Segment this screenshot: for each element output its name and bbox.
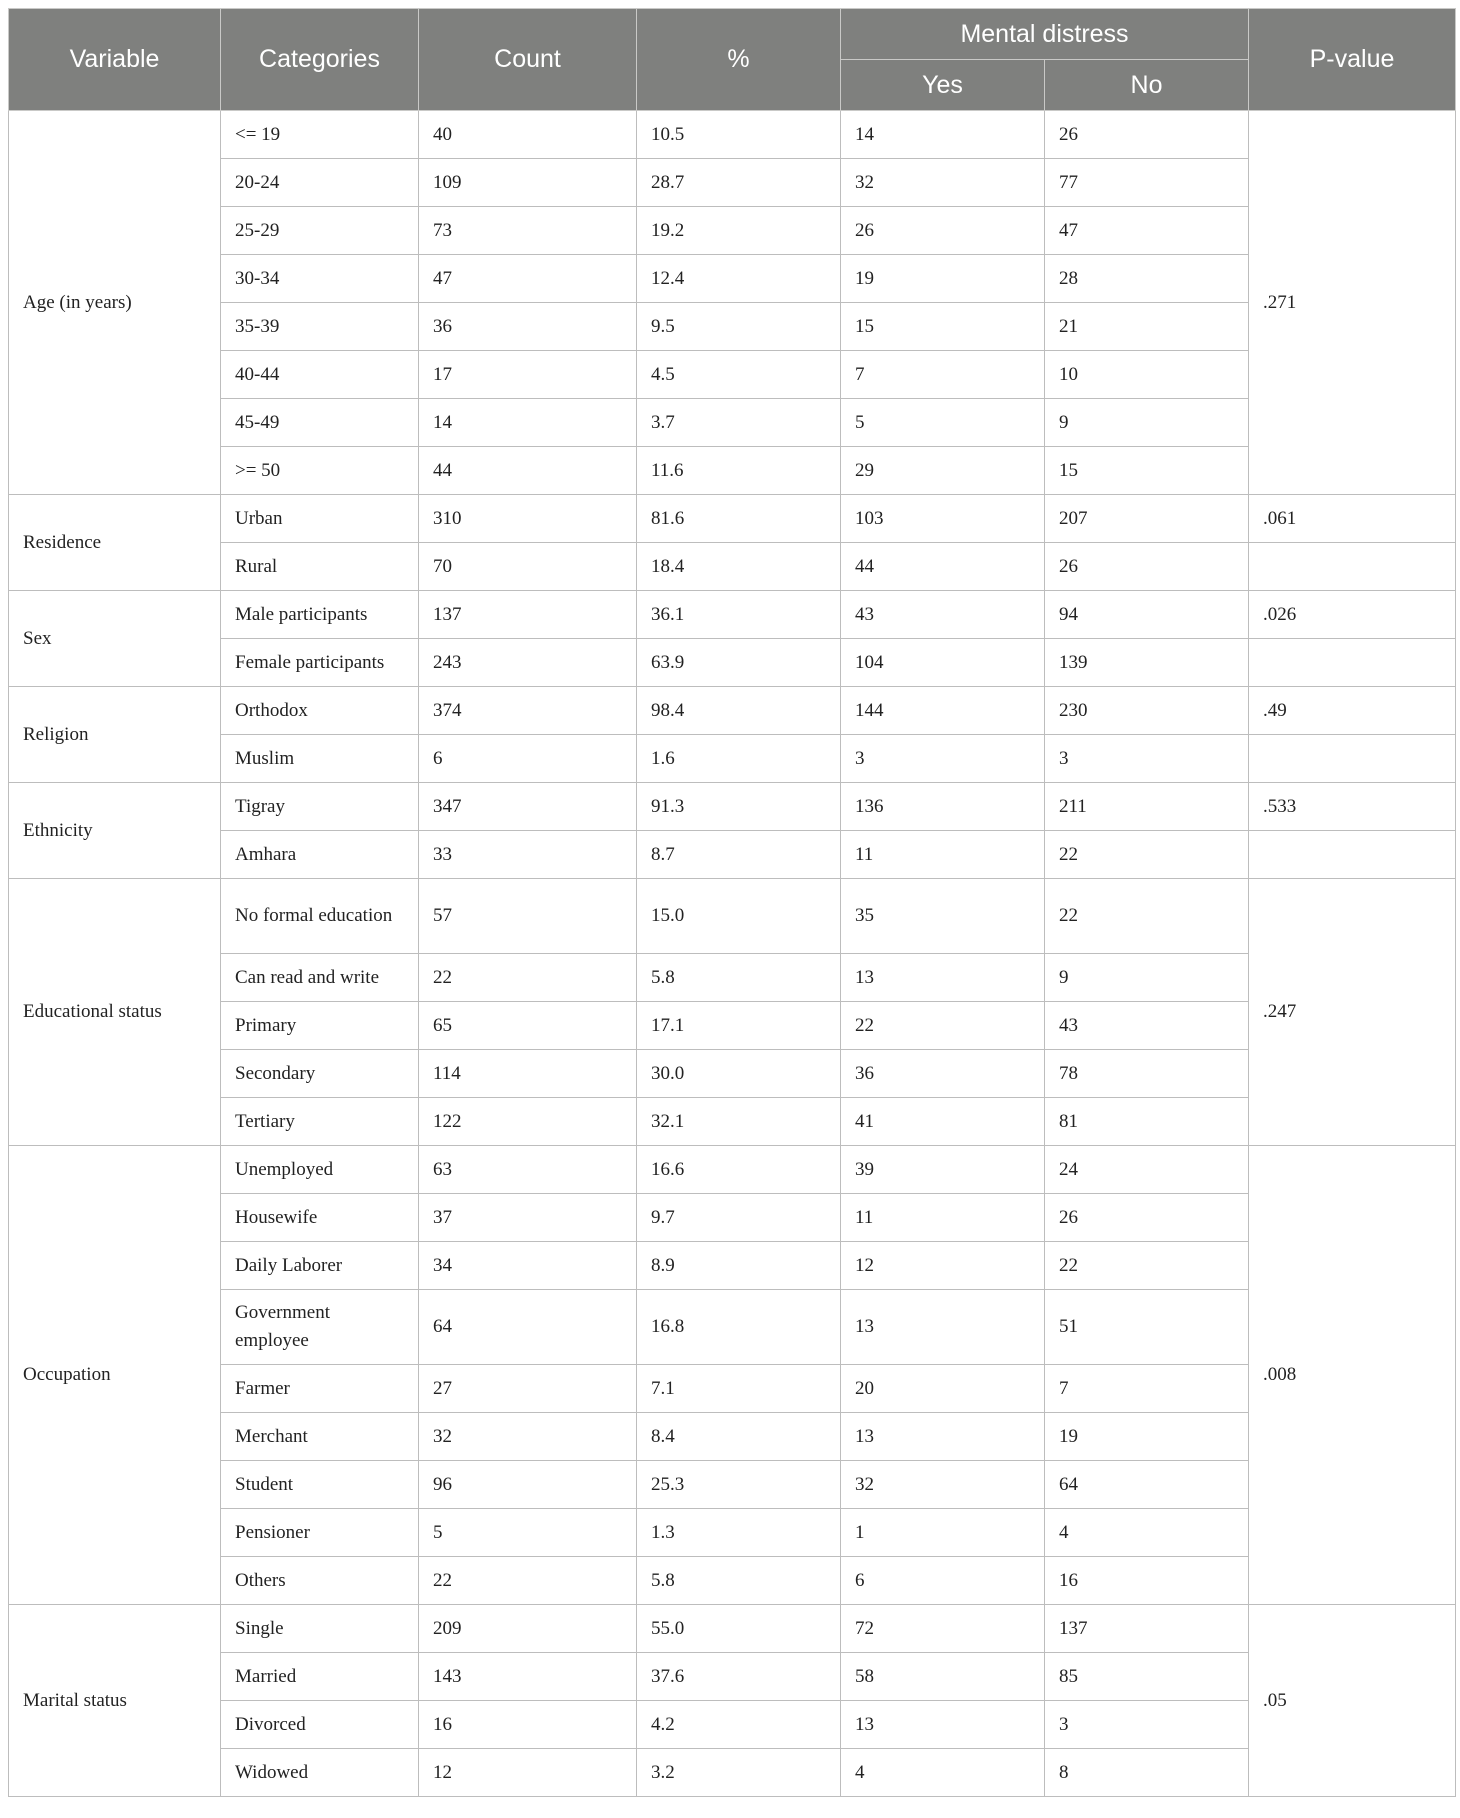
table-row (9, 831, 1456, 879)
count-cell: 310 (419, 495, 637, 543)
p-value-cell: .49 (1249, 687, 1456, 735)
percent-cell: 8.7 (637, 831, 841, 879)
variable-cell: Occupation (9, 1146, 221, 1605)
header-mental-distress: Mental distress (841, 9, 1249, 60)
yes-cell: 15 (841, 303, 1045, 351)
percent-cell: 1.6 (637, 735, 841, 783)
percent-cell: 16.8 (637, 1290, 841, 1365)
category-cell: Farmer (221, 1365, 419, 1413)
percent-cell: 8.4 (637, 1413, 841, 1461)
yes-cell: 58 (841, 1653, 1045, 1701)
no-cell: 24 (1045, 1146, 1249, 1194)
no-cell: 4 (1045, 1509, 1249, 1557)
category-cell: >= 50 (221, 447, 419, 495)
category-cell: Unemployed (221, 1146, 419, 1194)
mental-distress-table (8, 8, 1456, 1797)
yes-cell: 4 (841, 1749, 1045, 1797)
percent-cell: 28.7 (637, 159, 841, 207)
table-row (9, 543, 1456, 591)
table-row (9, 255, 1456, 303)
no-cell: 211 (1045, 783, 1249, 831)
yes-cell: 3 (841, 735, 1045, 783)
yes-cell: 14 (841, 111, 1045, 159)
header-count: Count (419, 9, 637, 111)
p-value-cell (1249, 831, 1456, 879)
no-cell: 43 (1045, 1002, 1249, 1050)
variable-cell: Sex (9, 591, 221, 687)
category-cell: Student (221, 1461, 419, 1509)
percent-cell: 11.6 (637, 447, 841, 495)
count-cell: 36 (419, 303, 637, 351)
table-row (9, 1002, 1456, 1050)
yes-cell: 26 (841, 207, 1045, 255)
yes-cell: 104 (841, 639, 1045, 687)
p-value-cell (1249, 735, 1456, 783)
yes-cell: 13 (841, 954, 1045, 1002)
table-row (9, 687, 1456, 735)
category-cell: Divorced (221, 1701, 419, 1749)
table-row (9, 1194, 1456, 1242)
count-cell: 64 (419, 1290, 637, 1365)
count-cell: 32 (419, 1413, 637, 1461)
table-row (9, 207, 1456, 255)
no-cell: 137 (1045, 1605, 1249, 1653)
p-value-cell (1249, 639, 1456, 687)
count-cell: 63 (419, 1146, 637, 1194)
count-cell: 96 (419, 1461, 637, 1509)
no-cell: 22 (1045, 879, 1249, 954)
category-cell: Secondary (221, 1050, 419, 1098)
category-cell: 25-29 (221, 207, 419, 255)
category-cell: 45-49 (221, 399, 419, 447)
table-row (9, 351, 1456, 399)
no-cell: 81 (1045, 1098, 1249, 1146)
percent-cell: 4.2 (637, 1701, 841, 1749)
yes-cell: 32 (841, 159, 1045, 207)
table-row (9, 1653, 1456, 1701)
percent-cell: 3.7 (637, 399, 841, 447)
table-row (9, 1098, 1456, 1146)
no-cell: 64 (1045, 1461, 1249, 1509)
category-cell: Married (221, 1653, 419, 1701)
category-cell: Amhara (221, 831, 419, 879)
yes-cell: 29 (841, 447, 1045, 495)
percent-cell: 25.3 (637, 1461, 841, 1509)
p-value-cell: .026 (1249, 591, 1456, 639)
table-row (9, 1290, 1456, 1365)
yes-cell: 43 (841, 591, 1045, 639)
category-cell: <= 19 (221, 111, 419, 159)
no-cell: 22 (1045, 831, 1249, 879)
yes-cell: 6 (841, 1557, 1045, 1605)
category-cell: Others (221, 1557, 419, 1605)
header-yes: Yes (841, 60, 1045, 111)
count-cell: 347 (419, 783, 637, 831)
table-row (9, 447, 1456, 495)
yes-cell: 11 (841, 1194, 1045, 1242)
yes-cell: 144 (841, 687, 1045, 735)
count-cell: 374 (419, 687, 637, 735)
variable-cell: Educational status (9, 879, 221, 1146)
category-cell: Single (221, 1605, 419, 1653)
count-cell: 12 (419, 1749, 637, 1797)
percent-cell: 12.4 (637, 255, 841, 303)
percent-cell: 3.2 (637, 1749, 841, 1797)
table-row (9, 1365, 1456, 1413)
header-variable: Variable (9, 9, 221, 111)
yes-cell: 11 (841, 831, 1045, 879)
percent-cell: 5.8 (637, 1557, 841, 1605)
category-cell: 40-44 (221, 351, 419, 399)
count-cell: 22 (419, 1557, 637, 1605)
category-cell: Urban (221, 495, 419, 543)
table-body (9, 111, 1456, 1797)
yes-cell: 7 (841, 351, 1045, 399)
table-row (9, 1557, 1456, 1605)
variable-cell: Marital status (9, 1605, 221, 1797)
count-cell: 27 (419, 1365, 637, 1413)
count-cell: 17 (419, 351, 637, 399)
category-cell: Rural (221, 543, 419, 591)
count-cell: 57 (419, 879, 637, 954)
category-cell: Muslim (221, 735, 419, 783)
count-cell: 137 (419, 591, 637, 639)
no-cell: 77 (1045, 159, 1249, 207)
no-cell: 21 (1045, 303, 1249, 351)
no-cell: 8 (1045, 1749, 1249, 1797)
p-value-cell: .271 (1249, 111, 1456, 495)
category-cell: Primary (221, 1002, 419, 1050)
percent-cell: 36.1 (637, 591, 841, 639)
yes-cell: 35 (841, 879, 1045, 954)
variable-cell: Ethnicity (9, 783, 221, 879)
count-cell: 65 (419, 1002, 637, 1050)
percent-cell: 9.5 (637, 303, 841, 351)
no-cell: 19 (1045, 1413, 1249, 1461)
count-cell: 16 (419, 1701, 637, 1749)
p-value-cell: .008 (1249, 1146, 1456, 1605)
percent-cell: 16.6 (637, 1146, 841, 1194)
count-cell: 22 (419, 954, 637, 1002)
table-row (9, 1413, 1456, 1461)
p-value-cell: .247 (1249, 879, 1456, 1146)
yes-cell: 103 (841, 495, 1045, 543)
category-cell: Government employee (221, 1290, 419, 1365)
category-cell: Orthodox (221, 687, 419, 735)
count-cell: 44 (419, 447, 637, 495)
yes-cell: 13 (841, 1413, 1045, 1461)
percent-cell: 10.5 (637, 111, 841, 159)
percent-cell: 91.3 (637, 783, 841, 831)
category-cell: Daily Laborer (221, 1242, 419, 1290)
no-cell: 9 (1045, 954, 1249, 1002)
variable-cell: Residence (9, 495, 221, 591)
percent-cell: 15.0 (637, 879, 841, 954)
yes-cell: 44 (841, 543, 1045, 591)
no-cell: 94 (1045, 591, 1249, 639)
percent-cell: 32.1 (637, 1098, 841, 1146)
percent-cell: 4.5 (637, 351, 841, 399)
table-row (9, 879, 1456, 954)
variable-cell: Age (in years) (9, 111, 221, 495)
percent-cell: 17.1 (637, 1002, 841, 1050)
count-cell: 243 (419, 639, 637, 687)
category-cell: Tigray (221, 783, 419, 831)
count-cell: 37 (419, 1194, 637, 1242)
count-cell: 122 (419, 1098, 637, 1146)
yes-cell: 13 (841, 1290, 1045, 1365)
header-categories: Categories (221, 9, 419, 111)
no-cell: 51 (1045, 1290, 1249, 1365)
category-cell: Male participants (221, 591, 419, 639)
percent-cell: 55.0 (637, 1605, 841, 1653)
table-row (9, 1605, 1456, 1653)
no-cell: 9 (1045, 399, 1249, 447)
no-cell: 3 (1045, 1701, 1249, 1749)
percent-cell: 37.6 (637, 1653, 841, 1701)
no-cell: 15 (1045, 447, 1249, 495)
count-cell: 33 (419, 831, 637, 879)
no-cell: 139 (1045, 639, 1249, 687)
no-cell: 230 (1045, 687, 1249, 735)
no-cell: 26 (1045, 1194, 1249, 1242)
yes-cell: 41 (841, 1098, 1045, 1146)
no-cell: 47 (1045, 207, 1249, 255)
count-cell: 209 (419, 1605, 637, 1653)
header-p-value: P-value (1249, 9, 1456, 111)
yes-cell: 19 (841, 255, 1045, 303)
table-row (9, 111, 1456, 159)
yes-cell: 5 (841, 399, 1045, 447)
yes-cell: 32 (841, 1461, 1045, 1509)
count-cell: 14 (419, 399, 637, 447)
yes-cell: 72 (841, 1605, 1045, 1653)
percent-cell: 1.3 (637, 1509, 841, 1557)
p-value-cell (1249, 543, 1456, 591)
table-row (9, 399, 1456, 447)
count-cell: 114 (419, 1050, 637, 1098)
table-row (9, 1701, 1456, 1749)
data-table-container (8, 8, 1455, 1797)
table-row (9, 1461, 1456, 1509)
category-cell: No formal education (221, 879, 419, 954)
yes-cell: 13 (841, 1701, 1045, 1749)
percent-cell: 30.0 (637, 1050, 841, 1098)
yes-cell: 20 (841, 1365, 1045, 1413)
count-cell: 70 (419, 543, 637, 591)
table-row (9, 1242, 1456, 1290)
category-cell: 35-39 (221, 303, 419, 351)
category-cell: 30-34 (221, 255, 419, 303)
category-cell: 20-24 (221, 159, 419, 207)
yes-cell: 136 (841, 783, 1045, 831)
category-cell: Merchant (221, 1413, 419, 1461)
table-row (9, 1749, 1456, 1797)
table-row (9, 159, 1456, 207)
table-row (9, 783, 1456, 831)
yes-cell: 22 (841, 1002, 1045, 1050)
table-row (9, 303, 1456, 351)
no-cell: 22 (1045, 1242, 1249, 1290)
no-cell: 26 (1045, 543, 1249, 591)
percent-cell: 81.6 (637, 495, 841, 543)
count-cell: 143 (419, 1653, 637, 1701)
percent-cell: 7.1 (637, 1365, 841, 1413)
table-row (9, 591, 1456, 639)
percent-cell: 18.4 (637, 543, 841, 591)
table-row (9, 735, 1456, 783)
table-row (9, 639, 1456, 687)
yes-cell: 1 (841, 1509, 1045, 1557)
percent-cell: 98.4 (637, 687, 841, 735)
percent-cell: 9.7 (637, 1194, 841, 1242)
p-value-cell: .533 (1249, 783, 1456, 831)
category-cell: Can read and write (221, 954, 419, 1002)
p-value-cell: .061 (1249, 495, 1456, 543)
no-cell: 16 (1045, 1557, 1249, 1605)
header-percent: % (637, 9, 841, 111)
percent-cell: 19.2 (637, 207, 841, 255)
category-cell: Pensioner (221, 1509, 419, 1557)
variable-cell: Religion (9, 687, 221, 783)
header-no: No (1045, 60, 1249, 111)
p-value-cell: .05 (1249, 1605, 1456, 1797)
no-cell: 207 (1045, 495, 1249, 543)
table-row (9, 1509, 1456, 1557)
no-cell: 85 (1045, 1653, 1249, 1701)
percent-cell: 8.9 (637, 1242, 841, 1290)
category-cell: Female participants (221, 639, 419, 687)
count-cell: 47 (419, 255, 637, 303)
count-cell: 40 (419, 111, 637, 159)
table-row (9, 954, 1456, 1002)
count-cell: 5 (419, 1509, 637, 1557)
no-cell: 10 (1045, 351, 1249, 399)
no-cell: 28 (1045, 255, 1249, 303)
yes-cell: 39 (841, 1146, 1045, 1194)
count-cell: 73 (419, 207, 637, 255)
category-cell: Housewife (221, 1194, 419, 1242)
no-cell: 78 (1045, 1050, 1249, 1098)
count-cell: 34 (419, 1242, 637, 1290)
no-cell: 3 (1045, 735, 1249, 783)
category-cell: Tertiary (221, 1098, 419, 1146)
table-row (9, 1050, 1456, 1098)
percent-cell: 63.9 (637, 639, 841, 687)
table-row (9, 1146, 1456, 1194)
count-cell: 6 (419, 735, 637, 783)
no-cell: 26 (1045, 111, 1249, 159)
category-cell: Widowed (221, 1749, 419, 1797)
table-row (9, 495, 1456, 543)
count-cell: 109 (419, 159, 637, 207)
percent-cell: 5.8 (637, 954, 841, 1002)
yes-cell: 12 (841, 1242, 1045, 1290)
yes-cell: 36 (841, 1050, 1045, 1098)
no-cell: 7 (1045, 1365, 1249, 1413)
table-header (9, 9, 1456, 111)
